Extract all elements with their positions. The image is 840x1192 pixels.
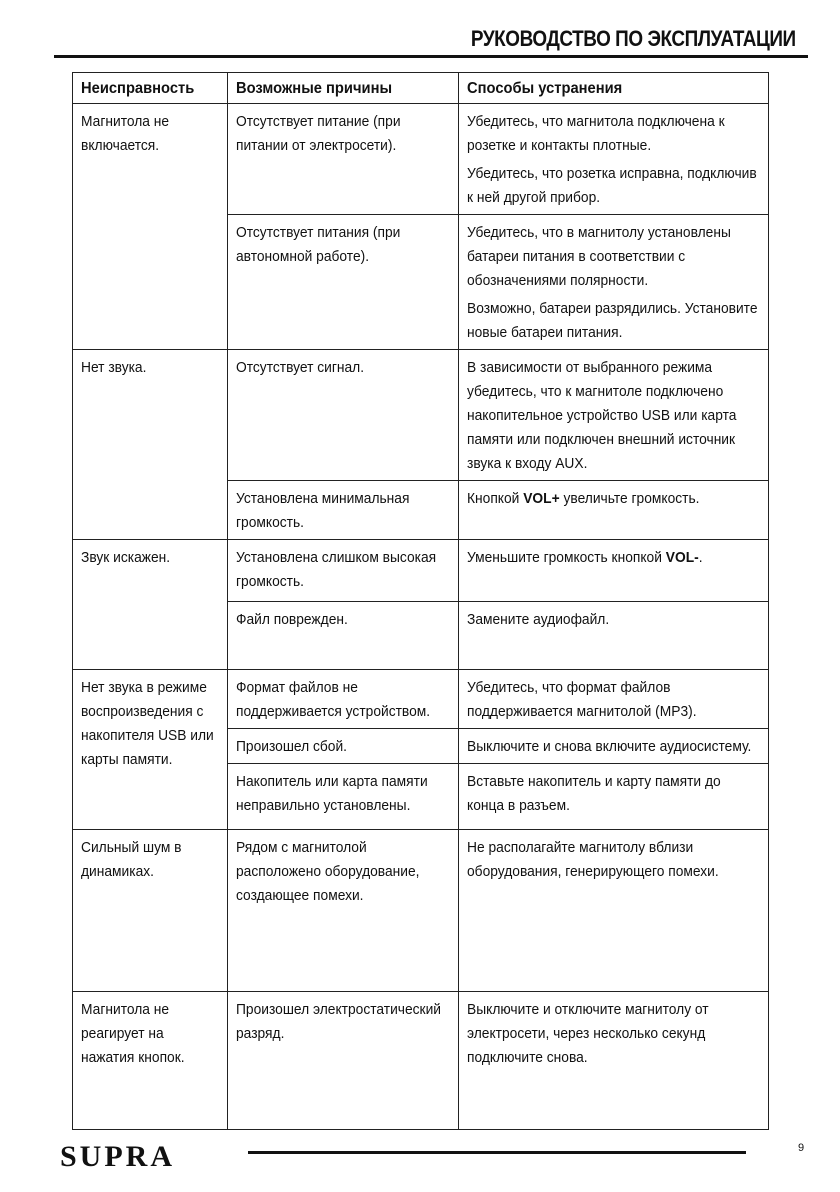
problem-cell: Магнитола не реагирует на нажатия кнопок.	[73, 992, 228, 1130]
solution-cell: Замените аудиофайл.	[459, 602, 769, 670]
cause-cell: Установлена минимальная громкость.	[228, 481, 459, 540]
cause-cell: Отсутствует питания (при автономной работе).	[228, 215, 459, 350]
problem-cell: Звук искажен.	[73, 540, 228, 670]
solution-cell: В зависимости от выбранного режима убедитесь, что к магнитоле подключено накопительное устройство USB или карта памяти или подключен внешний источник звука к входу AUX.	[459, 350, 769, 481]
solution-text: Убедитесь, что розетка исправна, подключив к ней другой прибор.	[467, 165, 757, 206]
solution-cell: Убедитесь, что формат файлов поддерживается магнитолой (MP3).	[459, 670, 769, 729]
problem-cell: Нет звука в режиме воспроизведения с накопителя USB или карты памяти.	[73, 670, 228, 830]
table-row	[73, 104, 769, 215]
cause-cell: Файл поврежден.	[228, 602, 459, 670]
solution-cell: Уменьшите громкость кнопкой VOL-.	[459, 540, 769, 602]
column-header-problem: Неисправность	[73, 73, 228, 104]
cause-cell: Накопитель или карта памяти неправильно установлены.	[228, 764, 459, 830]
solution-cell	[459, 215, 769, 350]
header-divider	[54, 55, 808, 58]
troubleshooting-table	[72, 72, 769, 1130]
supra-logo: SUPRA	[60, 1140, 176, 1173]
solution-cell	[459, 104, 769, 215]
solution-cell: Вставьте накопитель и карту памяти до конца в разъем.	[459, 764, 769, 830]
problem-cell: Нет звука.	[73, 350, 228, 540]
solution-cell: Не располагайте магнитолу вблизи оборудования, генерирующего помехи.	[459, 830, 769, 992]
solution-text: Убедитесь, что в магнитолу установлены батареи питания в соответствии с обозначениями полярности.	[467, 224, 731, 289]
cause-cell: Установлена слишком высокая громкость.	[228, 540, 459, 602]
cause-cell: Отсутствует питание (при питании от электросети).	[228, 104, 459, 215]
solution-cell: Выключите и снова включите аудиосистему.	[459, 729, 769, 764]
vol-minus-label: VOL-	[665, 549, 699, 566]
table-row	[73, 540, 769, 602]
cause-cell: Рядом с магнитолой расположено оборудование, создающее помехи.	[228, 830, 459, 992]
table-row	[73, 830, 769, 992]
problem-cell: Магнитола не включается.	[73, 104, 228, 350]
problem-cell: Сильный шум в динамиках.	[73, 830, 228, 992]
vol-plus-label: VOL+	[523, 490, 560, 507]
solution-text: Возможно, батареи разрядились. Установите новые батареи питания.	[467, 300, 758, 341]
footer-divider	[248, 1151, 746, 1154]
page-header-title: РУКОВОДСТВО ПО ЭКСПЛУАТАЦИИ	[471, 26, 796, 51]
page-number: 9	[798, 1142, 805, 1154]
solution-text: Убедитесь, что магнитола подключена к розетке и контакты плотные.	[467, 113, 725, 154]
column-header-solution: Способы устранения	[459, 73, 769, 104]
column-header-cause: Возможные причины	[228, 73, 459, 104]
table-row	[73, 670, 769, 729]
solution-cell: Выключите и отключите магнитолу от электросети, через несколько секунд подключите снова.	[459, 992, 769, 1130]
cause-cell: Формат файлов не поддерживается устройством.	[228, 670, 459, 729]
cause-cell: Отсутствует сигнал.	[228, 350, 459, 481]
solution-cell: Кнопкой VOL+ увеличьте громкость.	[459, 481, 769, 540]
cause-cell: Произошел электростатический разряд.	[228, 992, 459, 1130]
table-header-row	[73, 73, 769, 104]
cause-cell: Произошел сбой.	[228, 729, 459, 764]
table-row	[73, 992, 769, 1130]
table-row	[73, 350, 769, 481]
